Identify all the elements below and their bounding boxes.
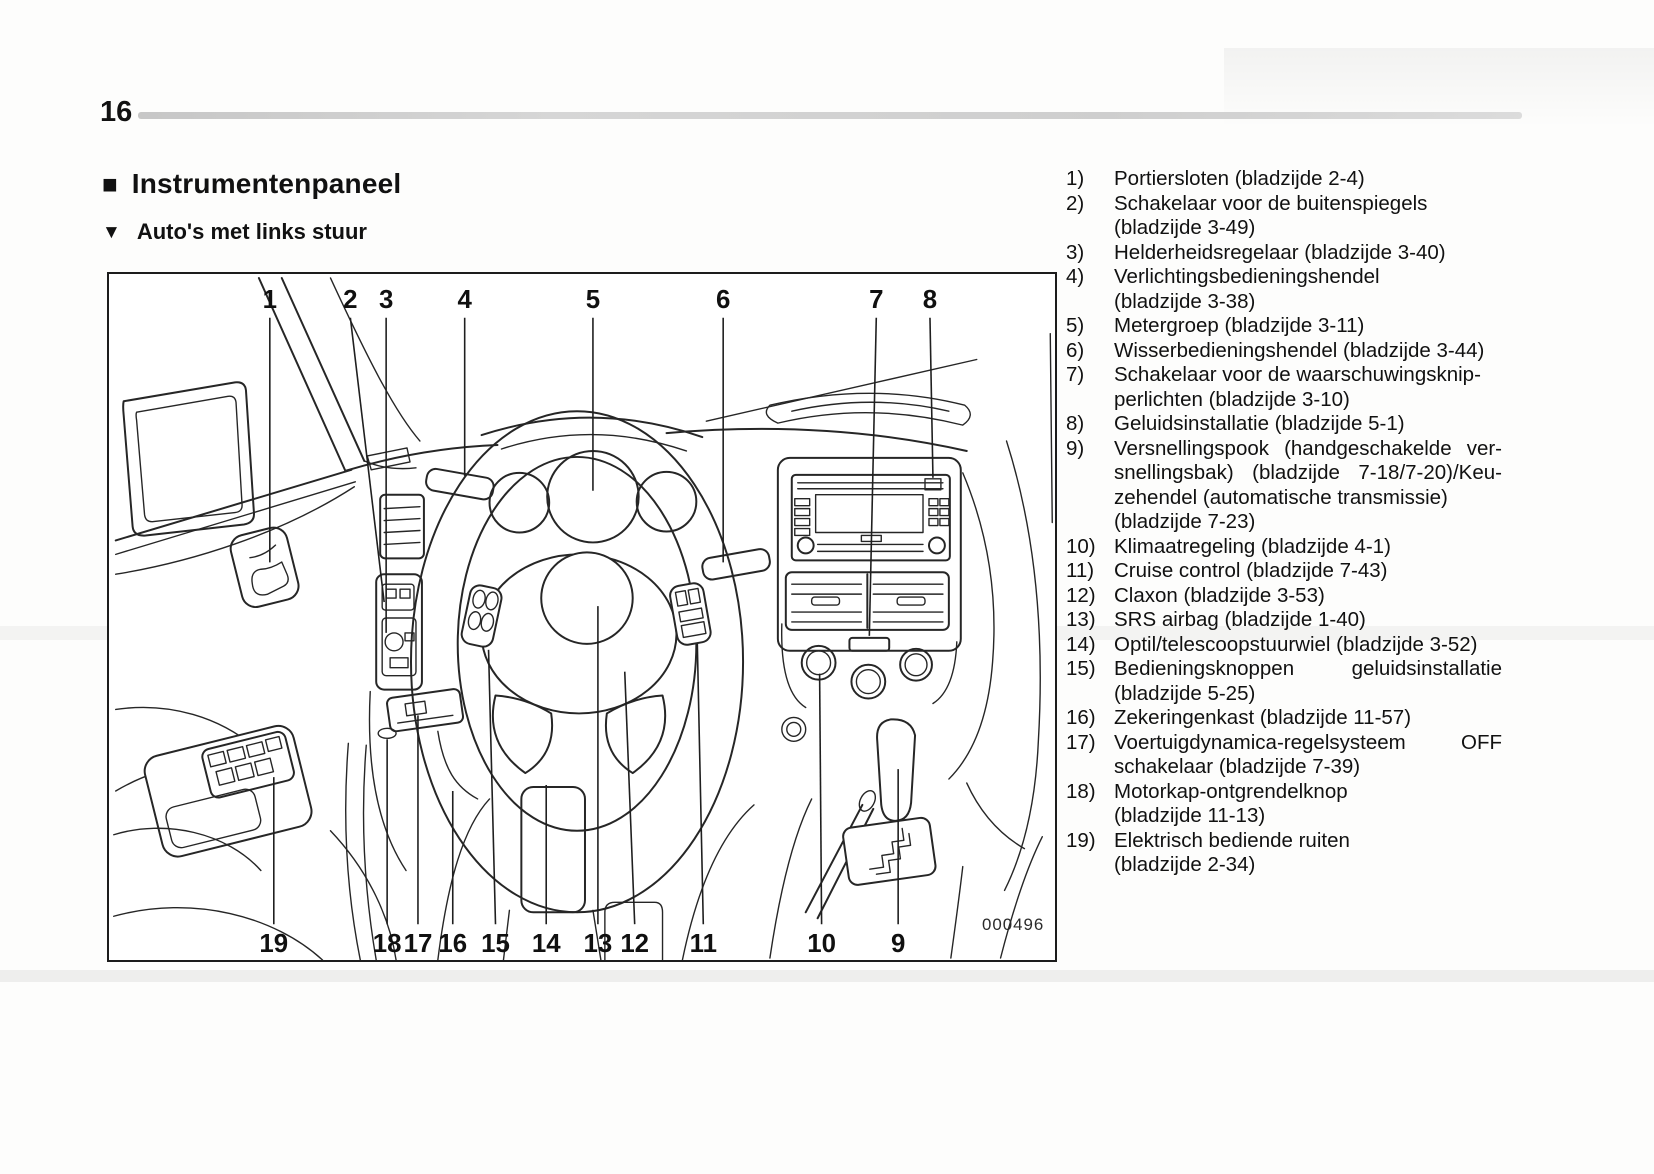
scan-artifact-band <box>0 970 1654 982</box>
legend-item-text <box>1114 608 1502 633</box>
callout-number-13: 13 <box>583 930 613 959</box>
callout-number-4: 4 <box>457 285 472 314</box>
callout-number-14: 14 <box>531 930 561 959</box>
callout-number-17: 17 <box>403 930 433 959</box>
legend-item <box>1066 314 1502 339</box>
legend-item-line: (bladzijde 3-49) <box>1114 216 1256 239</box>
legend-item-text <box>1114 437 1502 535</box>
legend-item-number: 19) <box>1066 828 1096 852</box>
legend-item-line: (bladzijde 7-23) <box>1114 510 1256 533</box>
section-title: Instrumentenpaneel <box>131 168 402 199</box>
hazard-switch <box>849 638 889 651</box>
legend-item <box>1066 559 1502 584</box>
legend-item <box>1066 412 1502 437</box>
center-vents <box>786 572 949 630</box>
dashboard-diagram <box>107 272 1057 962</box>
vdc-off-switch <box>405 701 426 716</box>
legend-item <box>1066 363 1502 412</box>
legend-item-line: schakelaar (bladzijde 7-39) <box>1114 755 1361 778</box>
page-number: 16 <box>100 96 133 128</box>
legend-item-line: (bladzijde 3-38) <box>1114 289 1256 313</box>
climate-controls <box>802 646 932 699</box>
hood-release-knob <box>378 728 396 738</box>
legend-item-text <box>1114 633 1502 658</box>
legend-item-line: Motorkap-ontgrendelknop <box>1114 779 1348 803</box>
legend-item-text <box>1114 241 1502 266</box>
legend-item-number: 8) <box>1066 412 1085 435</box>
legend-item <box>1066 265 1502 314</box>
legend-item-line: zehendel (automatische transmissie) <box>1114 485 1448 509</box>
mirror-switch <box>382 584 414 610</box>
legend-item-line: Wisserbedieningshendel (bladzijde 3-44) <box>1114 338 1485 362</box>
legend-item-line: Metergroep (bladzijde 3-11) <box>1114 314 1365 337</box>
callout-number-10: 10 <box>807 930 836 959</box>
legend-item-text <box>1114 339 1502 364</box>
audio-display <box>816 495 923 533</box>
callout-number-15: 15 <box>481 930 510 959</box>
legend-item-number: 4) <box>1066 265 1085 288</box>
subsection-heading <box>102 219 367 245</box>
legend-item <box>1066 731 1502 780</box>
legend-item-text <box>1114 559 1502 584</box>
airbag-horn-pad <box>541 552 632 643</box>
legend-list <box>1066 167 1502 878</box>
callout-number-19: 19 <box>259 930 289 959</box>
legend-item-number: 12) <box>1066 583 1096 607</box>
legend-item <box>1066 192 1502 241</box>
legend-item-line: Claxon (bladzijde 3-53) <box>1114 583 1325 607</box>
legend-item-text <box>1114 363 1502 412</box>
legend-item <box>1066 437 1502 535</box>
side-mirror <box>123 382 254 535</box>
legend-item-number: 1) <box>1066 167 1085 190</box>
legend-item-number: 7) <box>1066 363 1085 386</box>
legend-item-number: 14) <box>1066 632 1096 656</box>
callout-number-5: 5 <box>585 285 601 314</box>
header-rule <box>138 112 1522 119</box>
legend-item-line: Schakelaar voor de waarschuwingsknip- <box>1114 363 1481 386</box>
legend-item-number: 2) <box>1066 191 1085 215</box>
door-handle <box>228 525 302 610</box>
center-stack <box>778 458 961 708</box>
legend-item-text <box>1114 657 1502 706</box>
leader-line-15 <box>489 650 496 924</box>
section-heading <box>102 168 401 200</box>
legend-item-number: 15) <box>1066 657 1096 680</box>
callout-number-9: 9 <box>890 930 906 959</box>
callout-number-18: 18 <box>372 930 402 959</box>
legend-item-number: 9) <box>1066 436 1085 460</box>
legend-item-text <box>1114 731 1502 780</box>
audio-knob-right <box>929 537 945 553</box>
legend-item <box>1066 584 1502 609</box>
legend-item <box>1066 780 1502 829</box>
triangle-bullet-icon: ▼ <box>102 221 121 243</box>
legend-item-text <box>1114 829 1502 878</box>
legend-item <box>1066 535 1502 560</box>
audio-knob-left <box>798 537 814 553</box>
legend-item-line: Voertuigdynamica-regelsysteem OFF <box>1114 730 1502 754</box>
dimmer-dial <box>385 633 403 651</box>
legend-item-number: 5) <box>1066 314 1085 337</box>
callout-number-12: 12 <box>620 930 650 959</box>
legend-item-line: Schakelaar voor de buitenspiegels <box>1114 191 1428 215</box>
legend-item-line: Portiersloten (bladzijde 2-4) <box>1114 167 1365 190</box>
legend-item-line: Zekeringenkast (bladzijde 11-57) <box>1114 706 1412 729</box>
legend-item-line: Helderheidsregelaar (bladzijde 3-40) <box>1114 240 1446 264</box>
door-armrest <box>141 723 315 860</box>
legend-item-text <box>1114 167 1502 192</box>
legend-item-number: 6) <box>1066 338 1085 362</box>
subsection-title: Auto's met links stuur <box>136 219 367 244</box>
leader-line-7 <box>869 318 876 636</box>
dashboard-line-art <box>109 274 1055 960</box>
legend-item <box>1066 608 1502 633</box>
legend-item-line: Elektrisch bediende ruiten <box>1114 828 1350 852</box>
legend-item-line: Optil/telescoopstuurwiel (bladzijde 3-52) <box>1114 632 1478 656</box>
callout-number-8: 8 <box>922 285 938 314</box>
legend-item-text <box>1114 265 1502 314</box>
legend-item-text <box>1114 780 1502 829</box>
legend-item-number: 17) <box>1066 730 1096 754</box>
legend-item-line: (bladzijde 11-13) <box>1114 804 1266 827</box>
legend-item-line: Bedieningsknoppen geluidsinstallatie <box>1114 657 1502 680</box>
legend-item-line: Klimaatregeling (bladzijde 4-1) <box>1114 534 1391 558</box>
legend-item-line: Geluidsinstallatie (bladzijde 5-1) <box>1114 412 1405 435</box>
legend-item <box>1066 657 1502 706</box>
legend-item-text <box>1114 192 1502 241</box>
shift-knob <box>877 719 915 820</box>
callout-number-2: 2 <box>343 285 358 314</box>
legend-item-number: 10) <box>1066 534 1096 558</box>
legend-item-number: 11) <box>1066 559 1095 582</box>
callout-number-16: 16 <box>438 930 468 959</box>
legend-item-line: Versnellingspook (handgeschakelde ver- <box>1114 436 1502 460</box>
legend-item-text <box>1114 706 1502 731</box>
wiper-stalk <box>701 548 771 581</box>
callout-number-6: 6 <box>715 285 731 314</box>
legend-item-line: (bladzijde 2-34) <box>1114 853 1256 876</box>
legend-item-line: Cruise control (bladzijde 7-43) <box>1114 559 1388 582</box>
leader-line-11 <box>697 644 703 924</box>
legend-item-number: 16) <box>1066 706 1096 729</box>
legend-item <box>1066 829 1502 878</box>
a-pillar <box>259 278 420 471</box>
legend-item-number: 18) <box>1066 779 1096 803</box>
legend-item-text <box>1114 412 1502 437</box>
legend-item-line: Verlichtingsbedieningshendel <box>1114 265 1380 288</box>
legend-item-line: (bladzijde 5-25) <box>1114 681 1256 705</box>
leader-line-2 <box>350 318 384 602</box>
legend-item-number: 13) <box>1066 608 1096 631</box>
callout-number-7: 7 <box>869 285 884 314</box>
legend-item <box>1066 706 1502 731</box>
shift-gate <box>842 817 937 886</box>
callout-number-3: 3 <box>378 285 394 314</box>
square-bullet-icon: ■ <box>102 169 118 199</box>
callout-number-1: 1 <box>262 285 278 314</box>
legend-item <box>1066 633 1502 658</box>
legend-item-text <box>1114 584 1502 609</box>
gauge-right <box>637 472 697 532</box>
legend-item <box>1066 339 1502 364</box>
legend-item-text <box>1114 535 1502 560</box>
legend-item-text <box>1114 314 1502 339</box>
legend-item-line: SRS airbag (bladzijde 1-40) <box>1114 608 1366 631</box>
legend-item-number: 3) <box>1066 240 1085 264</box>
legend-item <box>1066 167 1502 192</box>
legend-item-line: perlichten (bladzijde 3-10) <box>1114 387 1350 411</box>
legend-item <box>1066 241 1502 266</box>
figure-code: 000496 <box>981 915 1045 935</box>
legend-item-line: snellingsbak) (bladzijde 7-18/7-20)/Keu- <box>1114 461 1502 484</box>
callout-number-11: 11 <box>689 930 717 959</box>
lower-switch-tray <box>386 688 464 732</box>
